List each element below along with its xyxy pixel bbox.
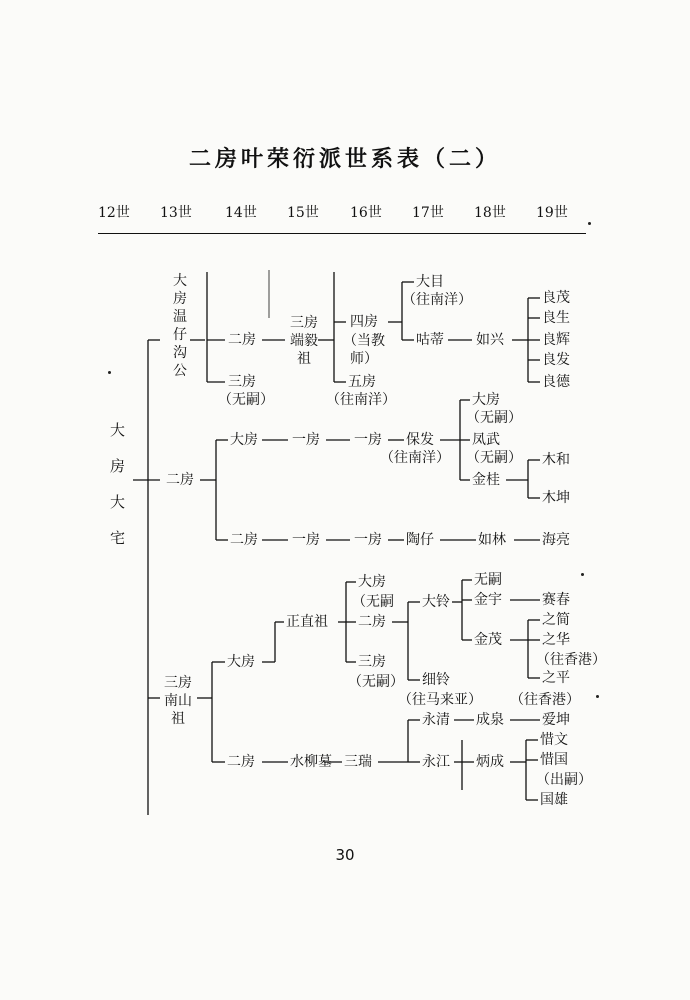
- node: 一房: [292, 432, 320, 448]
- node-note: （往香港）: [510, 692, 580, 708]
- node: 之简: [542, 612, 570, 628]
- node: 惜国: [540, 752, 568, 768]
- node: 惜文: [540, 732, 568, 748]
- node: 凤武: [472, 432, 500, 448]
- scan-speck: [581, 573, 584, 576]
- node: 四房: [350, 314, 378, 330]
- node-note: （往南洋）: [326, 392, 396, 408]
- node-note: （往南洋）: [380, 450, 450, 466]
- node: 成泉: [476, 712, 504, 728]
- node: 陶仔: [406, 532, 434, 548]
- generation-label: 18世: [474, 205, 506, 221]
- node-g13-a: 大房温仔沟公: [173, 273, 187, 379]
- node: 之华: [542, 632, 570, 648]
- node: 良发: [542, 352, 570, 368]
- node: 三房: [228, 374, 256, 390]
- node: 三房: [358, 654, 386, 670]
- node: 木和: [542, 452, 570, 468]
- node: 海亮: [542, 532, 570, 548]
- generation-label: 12世: [98, 205, 130, 221]
- generation-label: 17世: [412, 205, 444, 221]
- node: 二房: [228, 332, 256, 348]
- scan-speck: [596, 695, 599, 698]
- node: 咕蒂: [416, 332, 444, 348]
- node: 如兴: [476, 332, 504, 348]
- node: 大房: [230, 432, 258, 448]
- node: 大房: [358, 574, 386, 590]
- header-rule: [98, 233, 586, 234]
- node: 良德: [542, 374, 570, 390]
- node-note: （无嗣）: [466, 410, 522, 426]
- scan-speck: [108, 371, 111, 374]
- node: 炳成: [476, 754, 504, 770]
- node: 五房: [348, 374, 376, 390]
- node-note: （出嗣）: [536, 772, 592, 788]
- node: 之平: [542, 670, 570, 686]
- scan-speck: [588, 222, 591, 225]
- node: 良生: [542, 310, 570, 326]
- root-node: 大房大宅: [110, 421, 126, 547]
- node-g13-b: 二房: [166, 472, 194, 488]
- node: 赛春: [542, 592, 570, 608]
- node: 二房: [227, 754, 255, 770]
- node: 三房端毅祖: [290, 315, 318, 367]
- generation-label: 14世: [225, 205, 257, 221]
- node: 二房: [230, 532, 258, 548]
- node: 正直祖: [286, 614, 328, 630]
- node: 大房: [472, 392, 500, 408]
- node: 永江: [422, 754, 450, 770]
- node-note: （无嗣）: [466, 450, 522, 466]
- generation-label: 15世: [287, 205, 319, 221]
- node: 大房: [227, 654, 255, 670]
- node: 永清: [422, 712, 450, 728]
- node: 水柳墓: [290, 754, 332, 770]
- node: 金宇: [474, 592, 502, 608]
- page-title: 二房叶荣衍派世系表（二）: [188, 146, 501, 172]
- node: 细铃: [422, 672, 450, 688]
- node-note: （当教师）: [343, 333, 385, 367]
- node: 一房: [354, 432, 382, 448]
- node: 二房: [358, 614, 386, 630]
- node-note: （往南洋）: [402, 292, 472, 308]
- node: 一房: [354, 532, 382, 548]
- node-note: （无嗣: [352, 594, 394, 610]
- generation-label: 16世: [350, 205, 382, 221]
- node: 大目: [416, 274, 444, 290]
- node: 大铃: [422, 594, 450, 610]
- node: 三瑞: [344, 754, 372, 770]
- node-note: （往香港）: [536, 652, 606, 668]
- node-g13-c: 三房南山祖: [164, 675, 192, 727]
- node: 爱坤: [542, 712, 570, 728]
- node-note: （无嗣）: [218, 392, 274, 408]
- node: 金茂: [474, 632, 502, 648]
- node: 良辉: [542, 332, 570, 348]
- node: 保发: [406, 432, 434, 448]
- generation-label: 13世: [160, 205, 192, 221]
- node: 一房: [292, 532, 320, 548]
- node: 良茂: [542, 290, 570, 306]
- node: 金桂: [472, 472, 500, 488]
- node-note: （无嗣）: [348, 674, 404, 690]
- node: 木坤: [542, 490, 570, 506]
- node: 国雄: [540, 792, 568, 808]
- node: 无嗣: [474, 572, 502, 588]
- page-number: 30: [335, 846, 355, 864]
- node: 如林: [478, 532, 506, 548]
- node-note: （往马来亚）: [398, 692, 482, 708]
- generation-label: 19世: [536, 205, 568, 221]
